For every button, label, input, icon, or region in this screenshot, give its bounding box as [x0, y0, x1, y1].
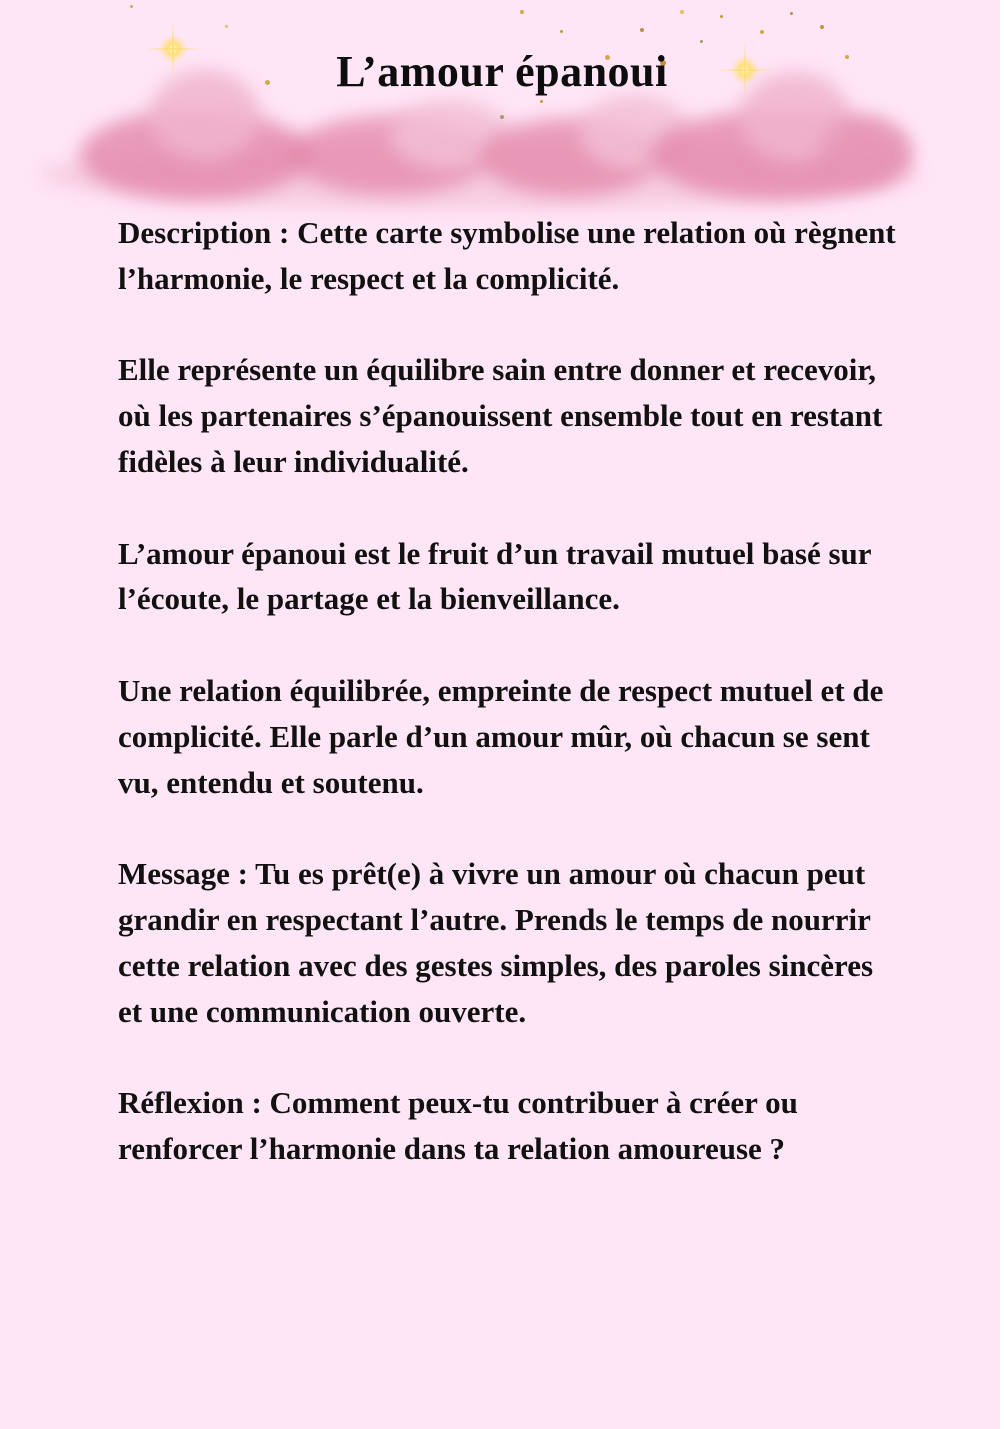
sparkle-decoration	[560, 30, 563, 33]
description-paragraph: Description : Cette carte symbolise une relation où règnent l’harmonie, le respect et la complicité.	[118, 215, 896, 296]
sparkle-decoration	[720, 15, 723, 18]
sparkle-decoration	[820, 25, 824, 29]
sparkle-decoration	[700, 40, 703, 43]
sparkle-decoration	[640, 28, 644, 32]
card-title: L’amour épanoui	[336, 47, 668, 96]
cloud-banner	[0, 0, 1000, 220]
sparkle-decoration	[540, 100, 543, 103]
sparkle-decoration	[225, 25, 228, 28]
page-edge	[1000, 0, 1004, 1429]
sparkle-decoration	[520, 10, 524, 14]
sparkle-decoration	[760, 30, 764, 34]
balance-paragraph: Elle représente un équilibre sain entre donner et recevoir, où les partenaires s’épanouissent ensemble tout en restant fidèles à leur individualité.	[118, 352, 883, 479]
card-body	[118, 210, 898, 1218]
sparkle-decoration	[500, 115, 504, 119]
sparkle-decoration	[680, 10, 684, 14]
cloud-decoration	[820, 115, 910, 185]
reflection-paragraph: Réflexion : Comment peux-tu contribuer à créer ou renforcer l’harmonie dans ta relation amoureuse ?	[118, 1085, 798, 1166]
sparkle-decoration	[790, 12, 793, 15]
message-paragraph: Message : Tu es prêt(e) à vivre un amour où chacun peut grandir en respectant l’autre. Prends le temps de nourrir cette relation avec des gestes simples, des paroles sincères et une communication ouverte.	[118, 856, 874, 1029]
sparkle-decoration	[130, 5, 133, 8]
mutual-work-paragraph: L’amour épanoui est le fruit d’un travail mutuel basé sur l’écoute, le partage et la bienveillance.	[118, 535, 871, 617]
balanced-relationship-paragraph: Une relation équilibrée, empreinte de respect mutuel et de complicité. Elle parle d’un amour mûr, où chacun se sent vu, entendu et soutenu.	[118, 672, 884, 800]
